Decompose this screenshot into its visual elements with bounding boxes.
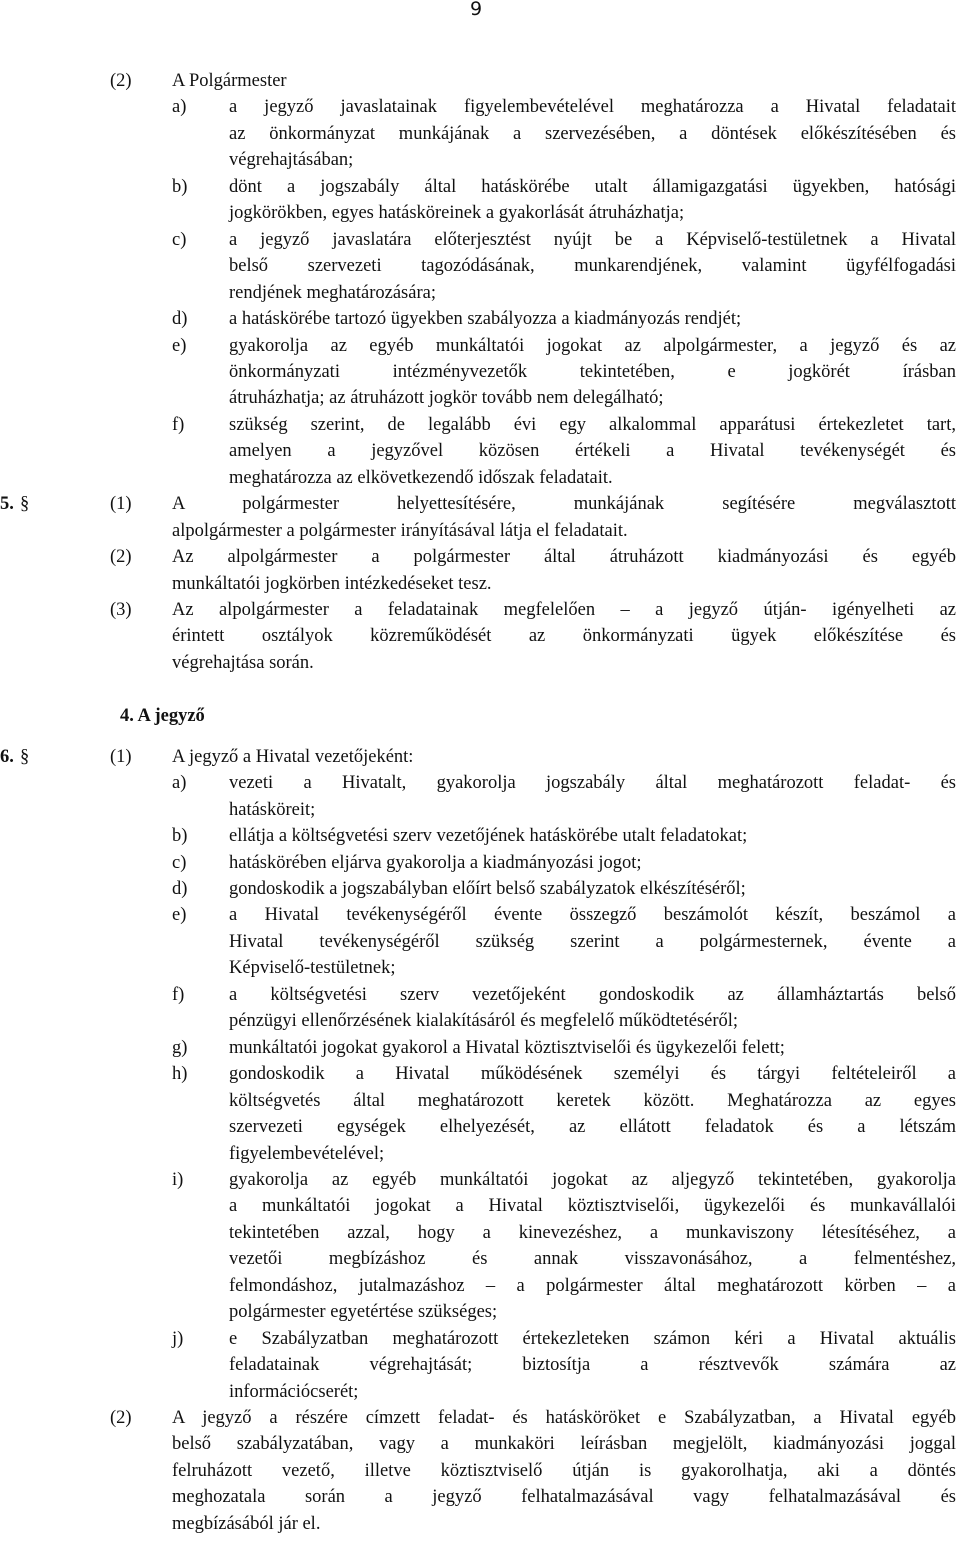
paragraph-text: munkáltatói jogkörben intézkedéseket tesz. — [172, 573, 492, 594]
list-item-text: az önkormányzat munkájának a szervezésében, a döntések előkészítésében és — [229, 123, 956, 144]
list-item-text: pénzügyi ellenőrzésének kialakításáról és megfelelő működtetéséről; — [229, 1011, 739, 1032]
list-item-text: a jegyző javaslatára előterjesztést nyújt be a Képviselő-testületnek a Hivatal — [229, 229, 956, 250]
paragraph-text: belső szabályzatában, vagy a munkaköri leírásban megjelölt, kiadmányozási joggal — [172, 1434, 956, 1455]
list-item-text: tekintetében azzal, hogy a kinevezéshez, a munkaviszony létesítéséhez, a — [229, 1222, 956, 1243]
list-item-text: amelyen a jegyzővel közösen értékeli a Hivatal tevékenységét és — [229, 441, 956, 462]
list-item-text: rendjének meghatározására; — [229, 282, 436, 303]
list-item-text: belső szervezeti tagozódásának, munkarendjének, valamint ügyfélfogadási — [229, 256, 956, 277]
list-marker: b) — [172, 826, 188, 847]
list-item-text: szervezeti egységek elhelyezését, az ellátott feladatok és a létszám — [229, 1117, 956, 1138]
paragraph-number: (1) — [110, 746, 132, 767]
list-marker: a) — [172, 773, 187, 794]
list-item-text: információcserét; — [229, 1381, 359, 1402]
list-item-text: gondoskodik a jogszabályban előírt belső szabályzatok elkészítéséről; — [229, 879, 746, 900]
list-item-text: munkáltatói jogokat gyakorol a Hivatal köztisztviselői és ügykezelői felett; — [229, 1037, 785, 1058]
list-item-text: e Szabályzatban meghatározott értekezleteken számon kéri a Hivatal aktuális — [229, 1328, 956, 1349]
list-marker: c) — [172, 229, 187, 250]
list-marker: f) — [172, 414, 185, 435]
paragraph-number: (2) — [110, 547, 132, 568]
paragraph-number: (3) — [110, 600, 132, 620]
list-item-text: önkormányzati intézményvezetők tekintetében, e jogkörét írásban — [229, 361, 956, 382]
list-marker: g) — [172, 1037, 188, 1058]
paragraph-heading: A Polgármester — [172, 71, 287, 91]
list-item-text: feladatainak végrehajtását; biztosítja a résztvevők számára az — [229, 1355, 956, 1376]
list-item-text: gyakorolja az egyéb munkáltatói jogokat az aljegyző tekintetében, gyakorolja — [229, 1169, 956, 1190]
list-item-text: polgármester egyetértése szükséges; — [229, 1302, 498, 1323]
section-number: 6. — [0, 746, 14, 767]
list-item-text: felmondáshoz, jutalmazáshoz – a polgármester által meghatározott körben – a — [229, 1275, 956, 1296]
section-sign: § — [20, 746, 30, 767]
paragraph-text: megbízásából jár el. — [172, 1513, 321, 1534]
paragraph-text: Az alpolgármester a feladatainak megfelelően – a jegyző útján- igényelheti az — [172, 600, 956, 620]
list-item-text: figyelembevételével; — [229, 1143, 385, 1164]
list-marker: e) — [172, 905, 187, 926]
list-item-text: jogkörökben, egyes hatásköreinek a gyakorlását átruházhatja; — [229, 203, 685, 224]
paragraph-text: A polgármester helyettesítésére, munkájának segítésére megválasztott — [172, 494, 956, 515]
paragraph-text: A jegyző a részére címzett feladat- és hatásköröket e Szabályzatban, a Hivatal egyéb — [172, 1408, 956, 1429]
list-marker: d) — [172, 309, 188, 330]
list-item-text: gyakorolja az egyéb munkáltatói jogokat az alpolgármester, a jegyző és az — [229, 335, 956, 356]
paragraph-text: meghozatala során a jegyző felhatalmazásával vagy felhatalmazásával és — [172, 1487, 956, 1508]
paragraph-number: (2) — [110, 1408, 132, 1429]
section-number: 5. — [0, 494, 14, 515]
list-marker: j) — [172, 1328, 184, 1349]
list-item-text: végrehajtásában; — [229, 150, 354, 171]
list-marker: f) — [172, 984, 185, 1005]
paragraph-text: felruházott vezető, illetve köztisztviselő útján is gyakorolhatja, aki a döntés — [172, 1460, 956, 1481]
list-item-text: Képviselő-testületnek; — [229, 958, 396, 979]
list-marker: e) — [172, 335, 187, 356]
list-marker: c) — [172, 852, 187, 873]
list-item-text: vezetői megbízáshoz és annak visszavonásához, a felmentéshez, — [229, 1249, 956, 1270]
page-number: 9 — [470, 0, 483, 20]
list-item-text: meghatározza az elkövetkezendő időszak feladatait. — [229, 467, 613, 488]
chapter-heading: 4. A jegyző — [120, 705, 205, 726]
section-sign: § — [20, 494, 30, 515]
paragraph-text: Az alpolgármester a polgármester által átruházott kiadmányozási és egyéb — [172, 547, 956, 568]
paragraph-heading: A jegyző a Hivatal vezetőjeként: — [172, 746, 414, 767]
list-item-text: a Hivatal tevékenységéről évente összegző beszámolót készít, beszámol a — [229, 905, 956, 926]
list-item-text: költségvetés által meghatározott keretek között. Meghatározza az egyes — [229, 1090, 956, 1111]
list-marker: h) — [172, 1064, 188, 1085]
paragraph-text: érintett osztályok közreműködését az önkormányzati ügyek előkészítése és — [172, 626, 956, 647]
list-item-text: átruházhatja; az átruházott jogkör tovább nem delegálható; — [229, 388, 664, 409]
list-item-text: szükség szerint, de legalább évi egy alkalommal apparátusi értekezletet tart, — [229, 414, 956, 435]
list-marker: d) — [172, 879, 188, 900]
list-marker: b) — [172, 176, 188, 197]
list-item-text: Hivatal tevékenységéről szükség szerint a polgármesternek, évente a — [229, 931, 956, 952]
paragraph-number: (2) — [110, 71, 132, 91]
list-item-text: gondoskodik a Hivatal működésének személyi és tárgyi feltételeiről a — [229, 1064, 956, 1085]
list-item-text: dönt a jogszabály által hatáskörébe utalt államigazgatási ügyekben, hatósági — [229, 176, 956, 197]
list-item-text: a hatáskörébe tartozó ügyekben szabályozza a kiadmányozás rendjét; — [229, 309, 742, 330]
paragraph-number: (1) — [110, 494, 132, 515]
paragraph-text: alpolgármester a polgármester irányításával látja el feladatait. — [172, 520, 628, 541]
list-item-text: hatásköreit; — [229, 799, 316, 820]
list-item-text: ellátja a költségvetési szerv vezetőjének hatáskörébe utalt feladatokat; — [229, 826, 748, 847]
list-item-text: hatáskörében eljárva gyakorolja a kiadmányozási jogot; — [229, 852, 642, 873]
list-marker: i) — [172, 1169, 184, 1190]
list-item-text: a munkáltatói jogokat a Hivatal köztisztviselői, ügykezelői és munkavállalói — [229, 1196, 956, 1217]
list-item-text: a költségvetési szerv vezetőjeként gondoskodik az államháztartás belső — [229, 984, 956, 1005]
list-item-text: vezeti a Hivatalt, gyakorolja jogszabály által meghatározott feladat- és — [229, 773, 956, 794]
list-item-text: a jegyző javaslatainak figyelembevételével meghatározza a Hivatal feladatait — [229, 97, 956, 118]
paragraph-text: végrehajtása során. — [172, 652, 314, 673]
list-marker: a) — [172, 97, 187, 118]
